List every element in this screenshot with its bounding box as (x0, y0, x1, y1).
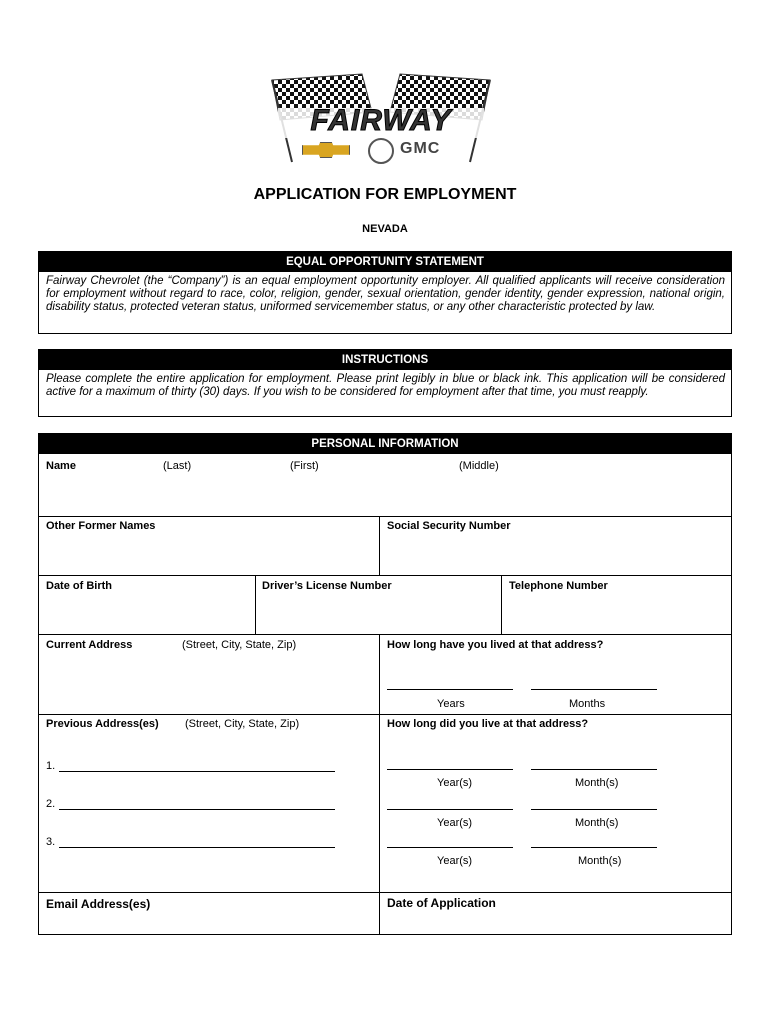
prev-months-1-field[interactable] (531, 769, 657, 770)
prev-address-number-2: 2. (46, 798, 56, 810)
company-logo (262, 72, 500, 168)
license-field[interactable] (257, 594, 501, 634)
month-s-label: Month(s) (578, 855, 622, 867)
gmc-logo: GMC (400, 140, 441, 157)
state-subtitle: NEVADA (362, 223, 408, 235)
eeo-text: Fairway Chevrolet (the “Company”) is an equal employment opportunity employer. All qualified applicants will receive consideration for employment without regard to race, color, religion, gender, sexual orientation, gender identity, gender expression, national origin, disability status, protected veteran status, uniformed servicemember status, or any other characteristic protected by law. (46, 275, 725, 313)
eeo-section (38, 251, 732, 334)
logo-wordmark: FAIRWAY (310, 104, 452, 137)
month-s-label: Month(s) (575, 777, 619, 789)
middle-name-hint: (Middle) (459, 460, 499, 472)
former-names-field[interactable] (39, 534, 379, 574)
divider (379, 714, 380, 892)
prev-address-3-field[interactable] (59, 847, 335, 848)
how-long-did-label: How long did you live at that address? (387, 718, 589, 730)
years-label: Years (437, 698, 465, 710)
dob-label: Date of Birth (46, 580, 112, 592)
last-name-hint: (Last) (163, 460, 192, 472)
current-address-label: Current Address (46, 639, 133, 651)
previous-address-label: Previous Address(es) (46, 718, 159, 730)
name-label: Name (46, 460, 76, 472)
prev-months-3-field[interactable] (531, 847, 657, 848)
date-of-application-label: Date of Application (387, 896, 496, 910)
previous-address-hint: (Street, City, State, Zip) (185, 718, 300, 730)
divider (379, 892, 380, 934)
divider (501, 575, 502, 634)
year-s-label: Year(s) (437, 855, 473, 867)
divider (255, 575, 256, 634)
former-names-label: Other Former Names (46, 520, 156, 532)
prev-months-2-field[interactable] (531, 809, 657, 810)
prev-years-1-field[interactable] (387, 769, 513, 770)
current-months-field[interactable] (531, 689, 657, 690)
divider (39, 892, 731, 893)
dob-field[interactable] (39, 594, 255, 634)
divider (39, 516, 731, 517)
divider (39, 714, 731, 715)
current-years-field[interactable] (387, 689, 513, 690)
divider (379, 516, 380, 575)
divider (39, 634, 731, 635)
prev-address-number-1: 1. (46, 760, 56, 772)
date-of-application-field[interactable] (381, 912, 731, 934)
instructions-section (38, 349, 732, 417)
current-address-hint: (Street, City, State, Zip) (182, 639, 297, 651)
months-label: Months (569, 698, 606, 710)
buick-shield-icon (368, 138, 394, 164)
personal-info-section (38, 433, 732, 935)
divider (379, 634, 380, 714)
month-s-label: Month(s) (575, 817, 619, 829)
prev-years-2-field[interactable] (387, 809, 513, 810)
first-name-hint: (First) (290, 460, 319, 472)
phone-field[interactable] (503, 594, 731, 634)
prev-address-number-3: 3. (46, 836, 56, 848)
prev-address-1-field[interactable] (59, 771, 335, 772)
current-address-field[interactable] (39, 654, 379, 712)
page-title: APPLICATION FOR EMPLOYMENT (253, 186, 517, 203)
ssn-label: Social Security Number (387, 520, 511, 532)
email-label: Email Address(es) (46, 897, 151, 911)
prev-years-3-field[interactable] (387, 847, 513, 848)
name-field[interactable] (39, 474, 731, 514)
prev-address-2-field[interactable] (59, 809, 335, 810)
divider (39, 575, 731, 576)
year-s-label: Year(s) (437, 777, 473, 789)
year-s-label: Year(s) (437, 817, 473, 829)
license-label: Driver’s License Number (262, 580, 392, 592)
phone-label: Telephone Number (509, 580, 608, 592)
personal-info-heading: PERSONAL INFORMATION (39, 434, 731, 454)
how-long-lived-label: How long have you lived at that address? (387, 639, 604, 651)
instructions-heading: INSTRUCTIONS (39, 350, 731, 370)
ssn-field[interactable] (381, 534, 731, 574)
eeo-heading: EQUAL OPPORTUNITY STATEMENT (39, 252, 731, 272)
instructions-text: Please complete the entire application for employment. Please print legibly in blue or black ink. This application will be considered active for a maximum of thirty (30) days. If you wish to be considered for employment after that time, you must reapply. (46, 373, 725, 398)
email-field[interactable] (39, 912, 379, 934)
